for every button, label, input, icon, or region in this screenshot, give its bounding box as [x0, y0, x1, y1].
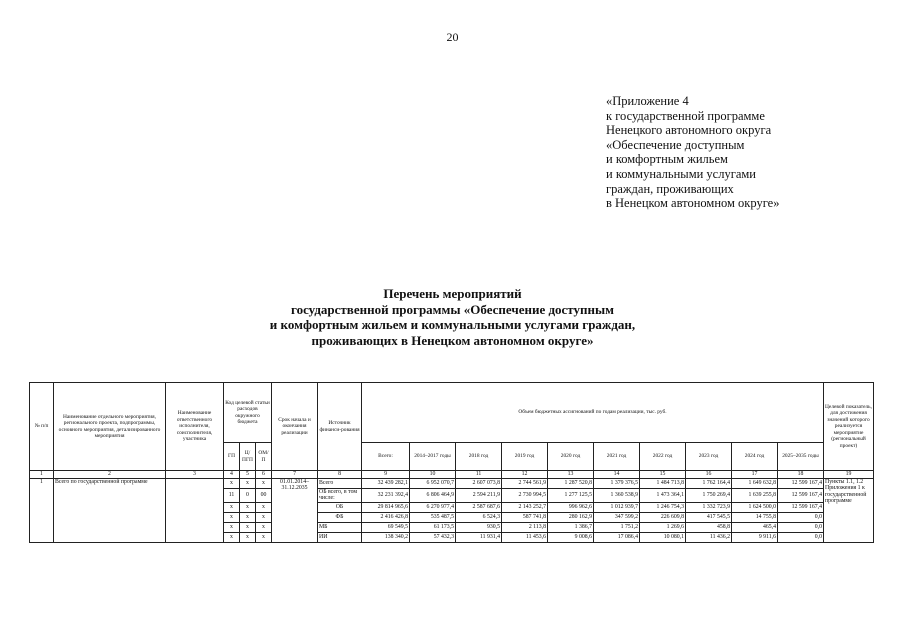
source-cell: ИИ	[318, 532, 362, 542]
column-number: 3	[166, 471, 224, 479]
value-cell: 2 607 073,8	[456, 479, 502, 489]
value-cell: 32 439 282,1	[362, 479, 410, 489]
value-cell: 465,4	[732, 522, 778, 532]
header-year: 2025–2035 годы	[778, 443, 824, 471]
gp-cell: 11	[224, 489, 240, 503]
value-cell: 2 730 994,5	[502, 489, 548, 503]
value-cell: 1 624 500,0	[732, 502, 778, 512]
measures-table	[29, 382, 874, 543]
appendix-line: «Приложение 4	[606, 94, 689, 108]
value-cell: 12 599 167,4	[778, 502, 824, 512]
value-cell: 2 587 687,6	[456, 502, 502, 512]
column-number: 14	[594, 471, 640, 479]
header-total: Всего:	[362, 443, 410, 471]
value-cell: 226 609,8	[640, 512, 686, 522]
column-number: 13	[548, 471, 594, 479]
value-cell: 61 173,5	[410, 522, 456, 532]
value-cell: 1 484 713,8	[640, 479, 686, 489]
appendix-block	[606, 94, 779, 211]
page-number: 20	[446, 30, 459, 44]
title-line: и комфортным жильем и коммунальными услугами граждан,	[269, 317, 636, 332]
value-cell: 1 012 939,7	[594, 502, 640, 512]
cgp-cell: х	[240, 522, 256, 532]
source-cell: ОБ всего, в том числе:	[318, 489, 362, 503]
appendix-line: граждан, проживающих	[606, 181, 734, 196]
gp-cell: х	[224, 532, 240, 542]
value-cell: 1 639 255,8	[732, 489, 778, 503]
column-number: 16	[686, 471, 732, 479]
header-name: Наименование отдельного мероприятия, регионального проекта, подпрограммы, основного мероприятия, детализированного мероприятия	[54, 383, 166, 471]
value-cell: 2 594 211,9	[456, 489, 502, 503]
value-cell: 1 277 125,5	[548, 489, 594, 503]
value-cell: 930,5	[456, 522, 502, 532]
value-cell: 996 962,6	[548, 502, 594, 512]
value-cell: 0,0	[778, 522, 824, 532]
value-cell: 14 755,8	[732, 512, 778, 522]
appendix-line: Ненецкого автономного округа	[606, 123, 772, 138]
header-volume: Объем бюджетных ассигнований по годам реализации, тыс. руб.	[362, 383, 824, 443]
header-year: 2020 год	[548, 443, 594, 471]
om-cell: х	[256, 479, 272, 489]
value-cell: 9 008,6	[548, 532, 594, 542]
header-cgp: Ц/ПГП	[240, 443, 256, 471]
title-line: проживающих в Ненецком автономном округе»	[311, 332, 594, 348]
column-number: 7	[272, 471, 318, 479]
column-number: 19	[824, 471, 874, 479]
value-cell: 280 162,9	[548, 512, 594, 522]
header-om: ОМ/П	[256, 443, 272, 471]
value-cell: 587 741,8	[502, 512, 548, 522]
term-cell: 01.01.2014–31.12.2035	[272, 479, 318, 543]
value-cell: 2 744 561,9	[502, 479, 548, 489]
source-cell: ФБ	[318, 512, 362, 522]
header-year: 2022 год	[640, 443, 686, 471]
source-cell: МБ	[318, 522, 362, 532]
value-cell: 1 473 364,1	[640, 489, 686, 503]
value-cell: 535 487,5	[410, 512, 456, 522]
header-code: Код целевой статьи расходов окружного бюджета	[224, 383, 272, 443]
value-cell: 1 360 538,9	[594, 489, 640, 503]
header-num: № п/п	[30, 383, 54, 471]
appendix-line: «Обеспечение доступным	[606, 137, 745, 152]
value-cell: 2 143 252,7	[502, 502, 548, 512]
header-year: 2019 год	[502, 443, 548, 471]
column-number: 1	[30, 471, 54, 479]
column-number: 6	[256, 471, 272, 479]
column-number: 15	[640, 471, 686, 479]
column-number: 17	[732, 471, 778, 479]
appendix-line: и коммунальными услугами	[606, 166, 756, 181]
value-cell: 12 599 167,4	[778, 489, 824, 503]
value-cell: 6 270 977,4	[410, 502, 456, 512]
om-cell: 00	[256, 489, 272, 503]
value-cell: 6 806 464,9	[410, 489, 456, 503]
value-cell: 29 814 965,6	[362, 502, 410, 512]
value-cell: 32 231 392,4	[362, 489, 410, 503]
column-number: 10	[410, 471, 456, 479]
om-cell: х	[256, 502, 272, 512]
indicator-cell: Пункты 1.1, 1.2 Приложения 1 к государственной программе	[824, 479, 874, 543]
value-cell: 10 080,1	[640, 532, 686, 542]
column-number-row	[30, 471, 874, 479]
om-cell: х	[256, 522, 272, 532]
value-cell: 57 432,3	[410, 532, 456, 542]
gp-cell: х	[224, 479, 240, 489]
value-cell: 11 453,6	[502, 532, 548, 542]
value-cell: 17 086,4	[594, 532, 640, 542]
value-cell: 1 386,7	[548, 522, 594, 532]
header-year: 2024 год	[732, 443, 778, 471]
source-cell: Всего	[318, 479, 362, 489]
header-year: 2021 год	[594, 443, 640, 471]
header-executor: Наименование ответственного исполнителя, соисполнителя, участника	[166, 383, 224, 471]
header-year: 2023 год	[686, 443, 732, 471]
column-number: 11	[456, 471, 502, 479]
value-cell: 1 379 376,5	[594, 479, 640, 489]
column-number: 8	[318, 471, 362, 479]
header-gp: ГП	[224, 443, 240, 471]
header-term: Срок начала и окончания реализации	[272, 383, 318, 471]
column-number: 4	[224, 471, 240, 479]
value-cell: 1 269,6	[640, 522, 686, 532]
executor-cell	[166, 479, 224, 543]
column-number: 2	[54, 471, 166, 479]
cgp-cell: х	[240, 512, 256, 522]
value-cell: 1 762 164,4	[686, 479, 732, 489]
value-cell: 1 751,2	[594, 522, 640, 532]
value-cell: 1 649 632,8	[732, 479, 778, 489]
column-number: 12	[502, 471, 548, 479]
value-cell: 1 287 520,8	[548, 479, 594, 489]
appendix-line: и комфортным жильем	[606, 152, 728, 167]
value-cell: 0,0	[778, 532, 824, 542]
value-cell: 2 113,8	[502, 522, 548, 532]
value-cell: 1 246 754,3	[640, 502, 686, 512]
table-row	[30, 479, 874, 489]
value-cell: 6 952 070,7	[410, 479, 456, 489]
appendix-line: к государственной программе	[606, 108, 765, 123]
gp-cell: х	[224, 512, 240, 522]
value-cell: 2 416 426,8	[362, 512, 410, 522]
value-cell: 347 599,2	[594, 512, 640, 522]
value-cell: 0,0	[778, 512, 824, 522]
column-number: 5	[240, 471, 256, 479]
value-cell: 69 549,5	[362, 522, 410, 532]
column-number: 9	[362, 471, 410, 479]
cgp-cell: х	[240, 479, 256, 489]
gp-cell: х	[224, 502, 240, 512]
value-cell: 1 332 723,9	[686, 502, 732, 512]
value-cell: 6 524,3	[456, 512, 502, 522]
title-line: государственной программы «Обеспечение доступным	[290, 301, 615, 317]
cgp-cell: х	[240, 532, 256, 542]
column-number: 18	[778, 471, 824, 479]
document-title	[0, 286, 905, 348]
value-cell: 138 340,2	[362, 532, 410, 542]
source-cell: ОБ	[318, 502, 362, 512]
header-indicator: Целевой показатель, для достижения значений которого реализуется мероприятие (региональный проект)	[824, 383, 874, 471]
value-cell: 11 931,4	[456, 532, 502, 542]
value-cell: 9 911,6	[732, 532, 778, 542]
gp-cell: х	[224, 522, 240, 532]
om-cell: х	[256, 532, 272, 542]
header-source: Источник финанси-рования	[318, 383, 362, 471]
om-cell: х	[256, 512, 272, 522]
header-year: 2018 год	[456, 443, 502, 471]
value-cell: 1 750 269,4	[686, 489, 732, 503]
value-cell: 11 436,2	[686, 532, 732, 542]
title-line: Перечень мероприятий	[383, 286, 522, 301]
value-cell: 12 599 167,4	[778, 479, 824, 489]
value-cell: 417 545,5	[686, 512, 732, 522]
header-year: 2014–2017 годы	[410, 443, 456, 471]
cgp-cell: 0	[240, 489, 256, 503]
row-number: 1	[30, 479, 54, 543]
measure-name: Всего по государственной программе	[54, 479, 166, 543]
value-cell: 458,8	[686, 522, 732, 532]
cgp-cell: х	[240, 502, 256, 512]
appendix-line: в Ненецком автономном округе»	[606, 196, 780, 211]
